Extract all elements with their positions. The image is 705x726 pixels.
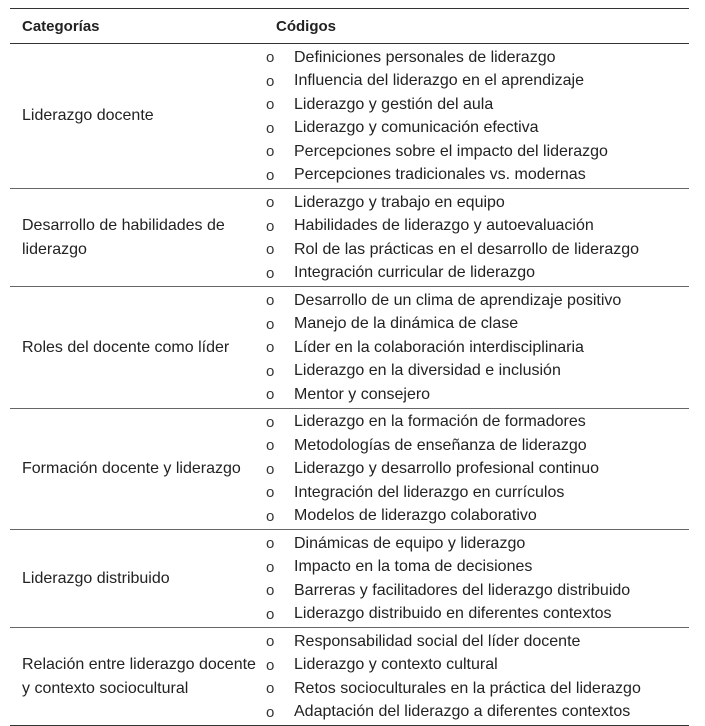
code-label: Definiciones personales de liderazgo [294, 48, 556, 66]
circle-bullet-icon: o [266, 96, 275, 114]
circle-bullet-icon: o [266, 703, 275, 721]
list-item [264, 458, 689, 482]
circle-bullet-icon: o [266, 437, 275, 455]
code-label: Barreras y facilitadores del liderazgo distribuido [294, 581, 631, 599]
list-item [264, 360, 689, 384]
category-cell: Relación entre liderazgo docente y contexto sociocultural [10, 628, 264, 726]
code-label: Liderazgo y desarrollo profesional continuo [294, 460, 600, 478]
codes-cell [264, 408, 689, 530]
category-cell: Liderazgo docente [10, 44, 264, 189]
circle-bullet-icon: o [266, 194, 275, 212]
code-label: Adaptación del liderazgo a diferentes contextos [294, 703, 631, 721]
codes-cell [264, 189, 689, 287]
code-label: Desarrollo de un clima de aprendizaje positivo [294, 291, 622, 309]
code-label: Líder en la colaboración interdisciplinaria [294, 338, 584, 356]
list-item [264, 630, 689, 654]
list-item [264, 505, 689, 529]
categories-codes-table [10, 8, 689, 726]
codes-list [264, 287, 689, 408]
table-body [10, 44, 689, 726]
header-codes: Códigos [264, 9, 689, 44]
circle-bullet-icon: o [266, 362, 275, 380]
categories-codes-table-container [10, 8, 689, 726]
circle-bullet-icon: o [266, 656, 275, 674]
codes-list [264, 530, 689, 627]
table-row [10, 628, 689, 726]
list-item [264, 579, 689, 603]
table-row [10, 189, 689, 287]
codes-cell [264, 287, 689, 409]
table-header-row [10, 9, 689, 44]
table-row [10, 530, 689, 628]
circle-bullet-icon: o [266, 217, 275, 235]
list-item [264, 411, 689, 435]
circle-bullet-icon: o [266, 484, 275, 502]
category-cell: Liderazgo distribuido [10, 530, 264, 628]
list-item [264, 677, 689, 701]
code-label: Liderazgo y contexto cultural [294, 656, 498, 674]
code-label: Impacto en la toma de decisiones [294, 558, 533, 576]
circle-bullet-icon: o [266, 166, 275, 184]
list-item [264, 434, 689, 458]
circle-bullet-icon: o [266, 507, 275, 525]
code-label: Liderazgo distribuido en diferentes contextos [294, 605, 612, 623]
list-item [264, 117, 689, 141]
circle-bullet-icon: o [266, 264, 275, 282]
code-label: Percepciones sobre el impacto del liderazgo [294, 142, 608, 160]
list-item [264, 164, 689, 188]
list-item [264, 383, 689, 407]
codes-list [264, 628, 689, 725]
code-label: Manejo de la dinámica de clase [294, 315, 519, 333]
list-item [264, 46, 689, 70]
code-label: Liderazgo y trabajo en equipo [294, 193, 505, 211]
circle-bullet-icon: o [266, 582, 275, 600]
circle-bullet-icon: o [266, 241, 275, 259]
list-item [264, 481, 689, 505]
list-item [264, 654, 689, 678]
circle-bullet-icon: o [266, 339, 275, 357]
list-item [264, 191, 689, 215]
code-label: Influencia del liderazgo en el aprendizaje [294, 72, 584, 90]
code-label: Mentor y consejero [294, 385, 431, 403]
list-item [264, 215, 689, 239]
category-cell: Formación docente y liderazgo [10, 408, 264, 530]
list-item [264, 556, 689, 580]
circle-bullet-icon: o [266, 633, 275, 651]
circle-bullet-icon: o [266, 413, 275, 431]
circle-bullet-icon: o [266, 143, 275, 161]
list-item [264, 701, 689, 725]
header-categories: Categorías [10, 9, 264, 44]
circle-bullet-icon: o [266, 605, 275, 623]
code-label: Rol de las prácticas en el desarrollo de liderazgo [294, 240, 640, 258]
circle-bullet-icon: o [266, 292, 275, 310]
code-label: Responsabilidad social del líder docente [294, 632, 581, 650]
code-label: Percepciones tradicionales vs. modernas [294, 166, 586, 184]
code-label: Liderazgo en la diversidad e inclusión [294, 362, 561, 380]
circle-bullet-icon: o [266, 49, 275, 67]
codes-list [264, 189, 689, 286]
list-item [264, 140, 689, 164]
circle-bullet-icon: o [266, 535, 275, 553]
circle-bullet-icon: o [266, 460, 275, 478]
code-label: Dinámicas de equipo y liderazgo [294, 534, 526, 552]
codes-cell [264, 530, 689, 628]
list-item [264, 336, 689, 360]
category-cell: Desarrollo de habilidades de liderazgo [10, 189, 264, 287]
codes-list [264, 44, 689, 188]
code-label: Retos socioculturales en la práctica del liderazgo [294, 679, 641, 697]
list-item [264, 603, 689, 627]
code-label: Integración curricular de liderazgo [294, 264, 536, 282]
codes-cell [264, 628, 689, 726]
code-label: Metodologías de enseñanza de liderazgo [294, 436, 587, 454]
table-row [10, 44, 689, 189]
codes-list [264, 409, 689, 530]
code-label: Liderazgo y comunicación efectiva [294, 119, 539, 137]
list-item [264, 313, 689, 337]
code-label: Modelos de liderazgo colaborativo [294, 507, 537, 525]
circle-bullet-icon: o [266, 315, 275, 333]
list-item [264, 238, 689, 262]
circle-bullet-icon: o [266, 119, 275, 137]
list-item [264, 289, 689, 313]
list-item [264, 70, 689, 94]
list-item [264, 93, 689, 117]
circle-bullet-icon: o [266, 680, 275, 698]
circle-bullet-icon: o [266, 558, 275, 576]
list-item [264, 262, 689, 286]
code-label: Integración del liderazgo en currículos [294, 483, 565, 501]
table-row [10, 408, 689, 530]
category-cell: Roles del docente como líder [10, 287, 264, 409]
code-label: Liderazgo en la formación de formadores [294, 413, 586, 431]
circle-bullet-icon: o [266, 72, 275, 90]
list-item [264, 532, 689, 556]
table-row [10, 287, 689, 409]
circle-bullet-icon: o [266, 386, 275, 404]
code-label: Habilidades de liderazgo y autoevaluación [294, 217, 594, 235]
codes-cell [264, 44, 689, 189]
code-label: Liderazgo y gestión del aula [294, 95, 494, 113]
